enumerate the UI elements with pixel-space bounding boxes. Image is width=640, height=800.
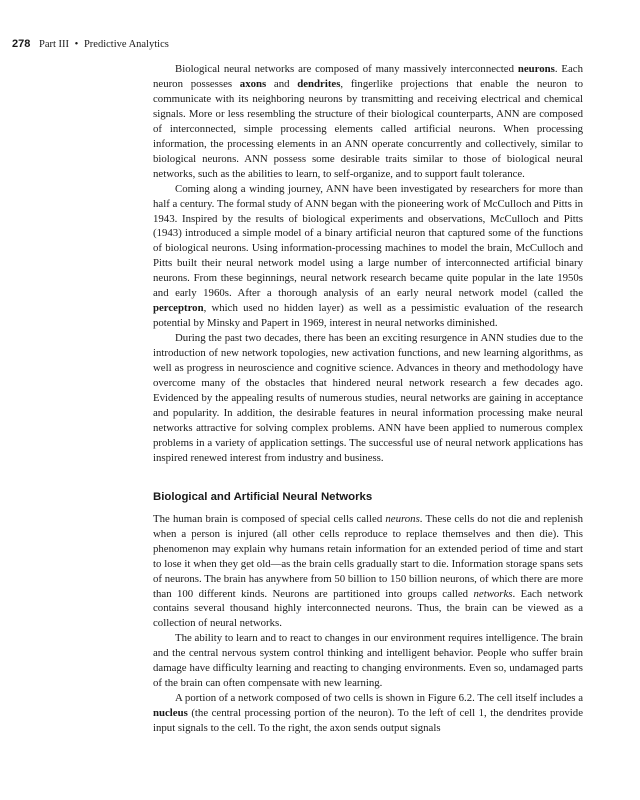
- page-number: 278: [12, 38, 31, 50]
- page-body: [153, 62, 583, 736]
- paragraph-resurgence: During the past two decades, there has been an exciting resurgence in ANN studies due to the introduction of new network topologies, new activation functions, and new learning algorithms, as well as progress in neuroscience and cognitive science. Advances in theory and methodology have overcome many of the obstacles that hindered neural network research a few decades ago. Evidenced by the appealing results of numerous studies, neural networks are gaining in acceptance and popularity. In addition, the desirable features in neural information processing make neural networks attractive for solving complex problems. ANN have been applied to numerous complex problems in a variety of application settings. The successful use of neural network applications has inspired renewed interest from industry and business.: [153, 332, 583, 464]
- term-axons: axons: [239, 77, 267, 90]
- section-heading: Biological and Artificial Neural Networks: [153, 490, 373, 503]
- paragraph-network-portion: A portion of a network composed of two cells is shown in Figure 6.2. The cell itself includes a nucleus (the central processing portion of the neuron). To the left of cell 1, the dendrites provide input signals to the cell. To the right, the axon sends output signals: [153, 692, 583, 735]
- paragraph-human-brain: The human brain is composed of special cells called neurons. These cells do not die and replenish when a person is injured (all other cells reproduce to replace themselves and then die). This phenomenon may explain why humans retain information for an extended period of time and start to lose it when they get old—as the brain cells gradually start to die. Information storage spans sets of neurons. The brain has anywhere from 50 billion to 150 billion neurons, of which there are more than 100 different kinds. Neurons are partitioned into groups called networks. Each network contains several thousand highly interconnected neurons. Thus, the brain can be viewed as a collection of neural networks.: [153, 512, 584, 630]
- header-separator: •: [74, 39, 79, 50]
- term-dendrites: dendrites: [297, 77, 341, 90]
- term-perceptron: perceptron: [153, 302, 204, 315]
- paragraph-intelligence: The ability to learn and to react to changes in our environment requires intelligence. The brain and the central nervous system control thinking and intelligent behavior. People who suffer brain damage have difficulty learning and reacting to changing environments. Even so, undamaged parts of the brain can often compensate with new learning.: [153, 632, 583, 690]
- term-neurons-italic: neurons: [385, 512, 420, 525]
- section-label: Predictive Analytics: [83, 39, 169, 50]
- paragraph-history: Coming along a winding journey, ANN have been investigated by researchers for more than half a century. The formal study of ANN began with the pioneering work of McCulloch and Pitts in 1943. Inspired by the results of biological experiments and observations, McCulloch and Pitts (1943) introduced a simple model of a binary artificial neuron that captured some of the functions of biological neurons. Using information-processing machines to model the brain, McCulloch and Pitts built their neural network model using a large number of interconnected artificial binary neurons. From these beginnings, neural network research became quite popular in the late 1950s and early 1960s. After a thorough analysis of an early neural network model (called the perceptron, which used no hidden layer) as well as a pessimistic evaluation of the research potential by Minsky and Papert in 1969, interest in neural networks diminished.: [153, 182, 583, 330]
- term-nucleus: nucleus: [153, 707, 188, 720]
- term-networks-italic: networks: [473, 587, 513, 600]
- running-head: [12, 37, 169, 52]
- term-neurons: neurons: [517, 63, 555, 75]
- paragraph-biological-networks: Biological neural networks are composed of many massively interconnected neurons. Each neuron possesses axons and dendrites, fingerlike projections that enable the neuron to communicate with its neighboring neurons by transmitting and receiving electrical and chemical signals. More or less resembling the structure of their biological counterparts, ANN are composed of interconnected, simple processing elements called artificial neurons. When processing information, the processing elements in an ANN operate concurrently and collectively, similar to biological neurons. ANN possess some desirable traits similar to those of biological neural networks, such as the abilities to learn, to self-organize, and to support fault tolerance.: [153, 63, 584, 180]
- part-label: Part III: [38, 39, 70, 50]
